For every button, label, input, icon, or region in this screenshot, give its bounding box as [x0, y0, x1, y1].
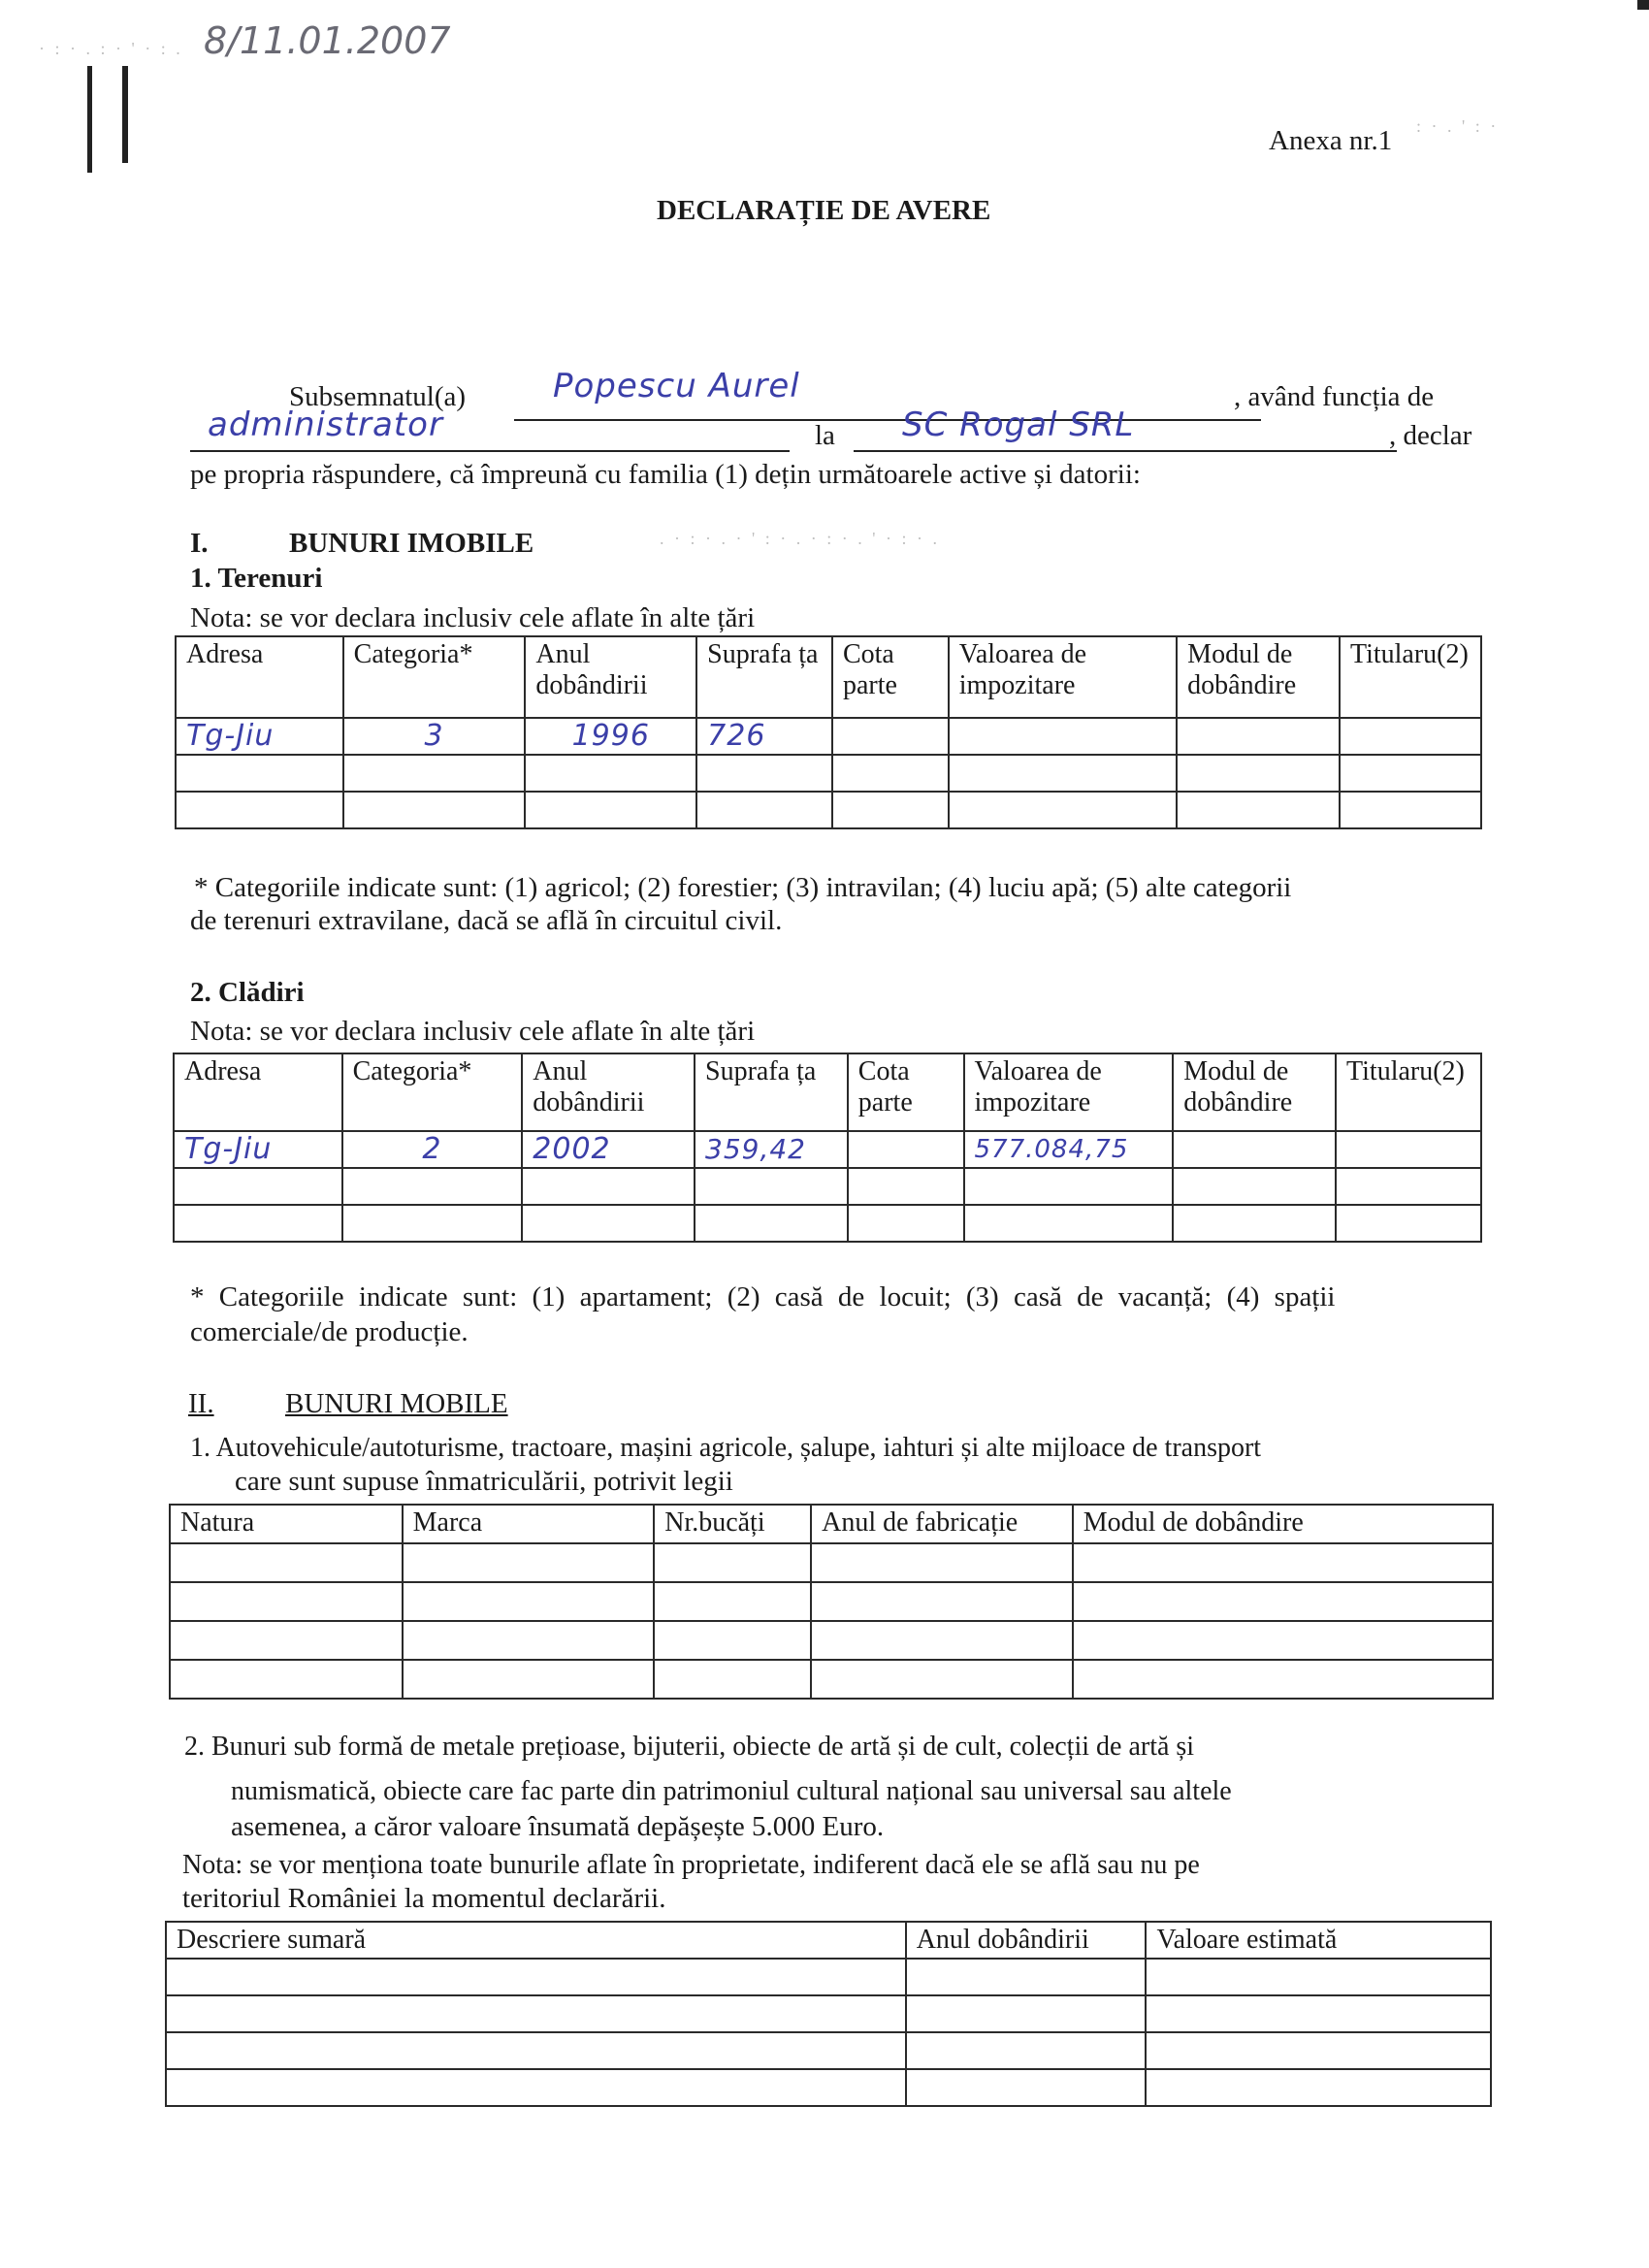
metale-line-2: numismatică, obiecte care fac parte din patrimoniul cultural național sau universal sau altele [231, 1776, 1232, 1806]
table-row [174, 1205, 1481, 1242]
col-cota: Cota parte [848, 1053, 964, 1131]
cell-categoria: 2 [342, 1131, 523, 1168]
col-modul: Modul de dobândire [1073, 1505, 1493, 1543]
vehicule-line-1: 1. Autovehicule/autoturisme, tractoare, mașini agricole, șalupe, iahturi și alte mijloace de transport [190, 1433, 1262, 1463]
scan-noise: · : · . : · ' · : . [39, 39, 183, 58]
col-cota: Cota parte [832, 636, 949, 718]
col-descriere: Descriere sumară [166, 1922, 906, 1959]
cell-titular [1340, 718, 1481, 755]
metale-line-1: 2. Bunuri sub formă de metale prețioase, bijuterii, obiecte de artă și de cult, colecții de artă și [184, 1732, 1195, 1762]
table-row [166, 2032, 1491, 2069]
cell-suprafata: 726 [696, 718, 832, 755]
col-modul: Modul de dobândire [1173, 1053, 1336, 1131]
col-titular: Titularu(2) [1340, 636, 1481, 718]
cell-titular [1336, 1131, 1481, 1168]
terenuri-heading: 1. Terenuri [190, 563, 323, 594]
cell-modul [1173, 1131, 1336, 1168]
vehicule-table [169, 1504, 1494, 1700]
col-valoare-estimata: Valoare estimată [1146, 1922, 1491, 1959]
la-label: la [815, 420, 835, 451]
declarant-employer: SC Rogal SRL [902, 405, 1135, 444]
col-natura: Natura [170, 1505, 403, 1543]
table-row [176, 792, 1481, 828]
col-categoria: Categoria* [343, 636, 526, 718]
function-line [190, 450, 790, 452]
binder-mark-left [87, 66, 92, 173]
cell-categoria: 3 [343, 718, 526, 755]
col-adresa: Adresa [176, 636, 343, 718]
table-row [166, 1995, 1491, 2032]
col-nr-bucati: Nr.bucăți [654, 1505, 811, 1543]
intro-line-3: pe propria răspundere, că împreună cu familia (1) dețin următoarele active și datorii: [190, 459, 1141, 490]
binder-mark-right [122, 66, 128, 163]
table-row [170, 1582, 1493, 1621]
table-row [176, 755, 1481, 792]
section1-title: BUNURI IMOBILE [289, 528, 534, 559]
table-row [174, 1131, 1481, 1168]
col-anul: Anul dobândirii [522, 1053, 695, 1131]
annex-label: Anexa nr.1 [1269, 125, 1393, 156]
cell-cota [832, 718, 949, 755]
table-row [170, 1660, 1493, 1699]
col-adresa: Adresa [174, 1053, 342, 1131]
section1-roman: I. [190, 528, 209, 559]
cladiri-table [173, 1053, 1482, 1243]
name-line [514, 419, 1261, 421]
cell-valoarea: 577.084,75 [964, 1131, 1174, 1168]
table-row [166, 2069, 1491, 2106]
declarant-function: administrator [208, 405, 443, 444]
cladiri-heading: 2. Clădiri [190, 977, 305, 1008]
cell-anul: 1996 [525, 718, 696, 755]
cell-adresa: Tg-Jiu [174, 1131, 342, 1168]
cladiri-footnote-2: comerciale/de producție. [190, 1316, 469, 1347]
declar-label: , declar [1389, 420, 1472, 451]
cladiri-note: Nota: se vor declara inclusiv cele aflate în alte țări [190, 1016, 756, 1047]
table-row [170, 1543, 1493, 1582]
avand-functia-label: , având funcția de [1234, 381, 1435, 412]
cell-modul [1177, 718, 1340, 755]
metale-line-3: asemenea, a căror valoare însumată depășește 5.000 Euro. [231, 1811, 885, 1842]
table-row [174, 1168, 1481, 1205]
cladiri-footnote-1: * Categoriile indicate sunt: (1) apartament; (2) casă de locuit; (3) casă de vacanță; (4) spații [190, 1281, 1336, 1312]
page-title: DECLARAȚIE DE AVERE [657, 195, 991, 226]
scan-noise: . · : · . · ' : · . · : · . ' · : · . [660, 529, 940, 548]
terenuri-table [175, 635, 1482, 829]
scan-edge-mark [1637, 0, 1649, 10]
col-titular: Titularu(2) [1336, 1053, 1481, 1131]
stamp-date: 8/11.01.2007 [204, 19, 451, 62]
cell-valoarea [949, 718, 1177, 755]
col-anul-fabricatie: Anul de fabricație [811, 1505, 1073, 1543]
col-marca: Marca [403, 1505, 655, 1543]
col-anul-dobandirii: Anul dobândirii [906, 1922, 1147, 1959]
cell-anul: 2002 [522, 1131, 695, 1168]
cell-suprafata: 359,42 [695, 1131, 848, 1168]
cell-adresa: Tg-Jiu [176, 718, 343, 755]
section2-roman: II. [188, 1388, 214, 1419]
col-suprafata: Suprafa ța [695, 1053, 848, 1131]
employer-line [854, 450, 1397, 452]
terenuri-note: Nota: se vor declara inclusiv cele aflate în alte țări [190, 602, 756, 633]
table-row [176, 718, 1481, 755]
subsemnatul-label: Subsemnatul(a) [289, 381, 467, 412]
vehicule-line-2: care sunt supuse înmatriculării, potrivit legii [235, 1466, 733, 1497]
section2-title: BUNURI MOBILE [285, 1388, 508, 1419]
col-valoarea: Valoarea de impozitare [964, 1053, 1174, 1131]
col-valoarea: Valoarea de impozitare [949, 636, 1177, 718]
metale-note-2: teritoriul României la momentul declarării. [182, 1883, 666, 1914]
table-row [170, 1621, 1493, 1660]
col-suprafata: Suprafa ța [696, 636, 832, 718]
col-anul: Anul dobândirii [525, 636, 696, 718]
metale-note-1: Nota: se vor menționa toate bunurile aflate în proprietate, indiferent dacă ele se află sau nu pe [182, 1850, 1200, 1880]
col-modul: Modul de dobândire [1177, 636, 1340, 718]
terenuri-footnote-1: * Categoriile indicate sunt: (1) agricol; (2) forestier; (3) intravilan; (4) luciu apă; (5) alte categorii [194, 872, 1292, 903]
cell-cota [848, 1131, 964, 1168]
declarant-name: Popescu Aurel [553, 367, 800, 405]
terenuri-footnote-2: de terenuri extravilane, dacă se află în circuitul civil. [190, 905, 783, 936]
col-categoria: Categoria* [342, 1053, 523, 1131]
metale-table [165, 1921, 1492, 2107]
table-row [166, 1959, 1491, 1995]
scan-noise: : · . ' : · [1416, 116, 1500, 136]
